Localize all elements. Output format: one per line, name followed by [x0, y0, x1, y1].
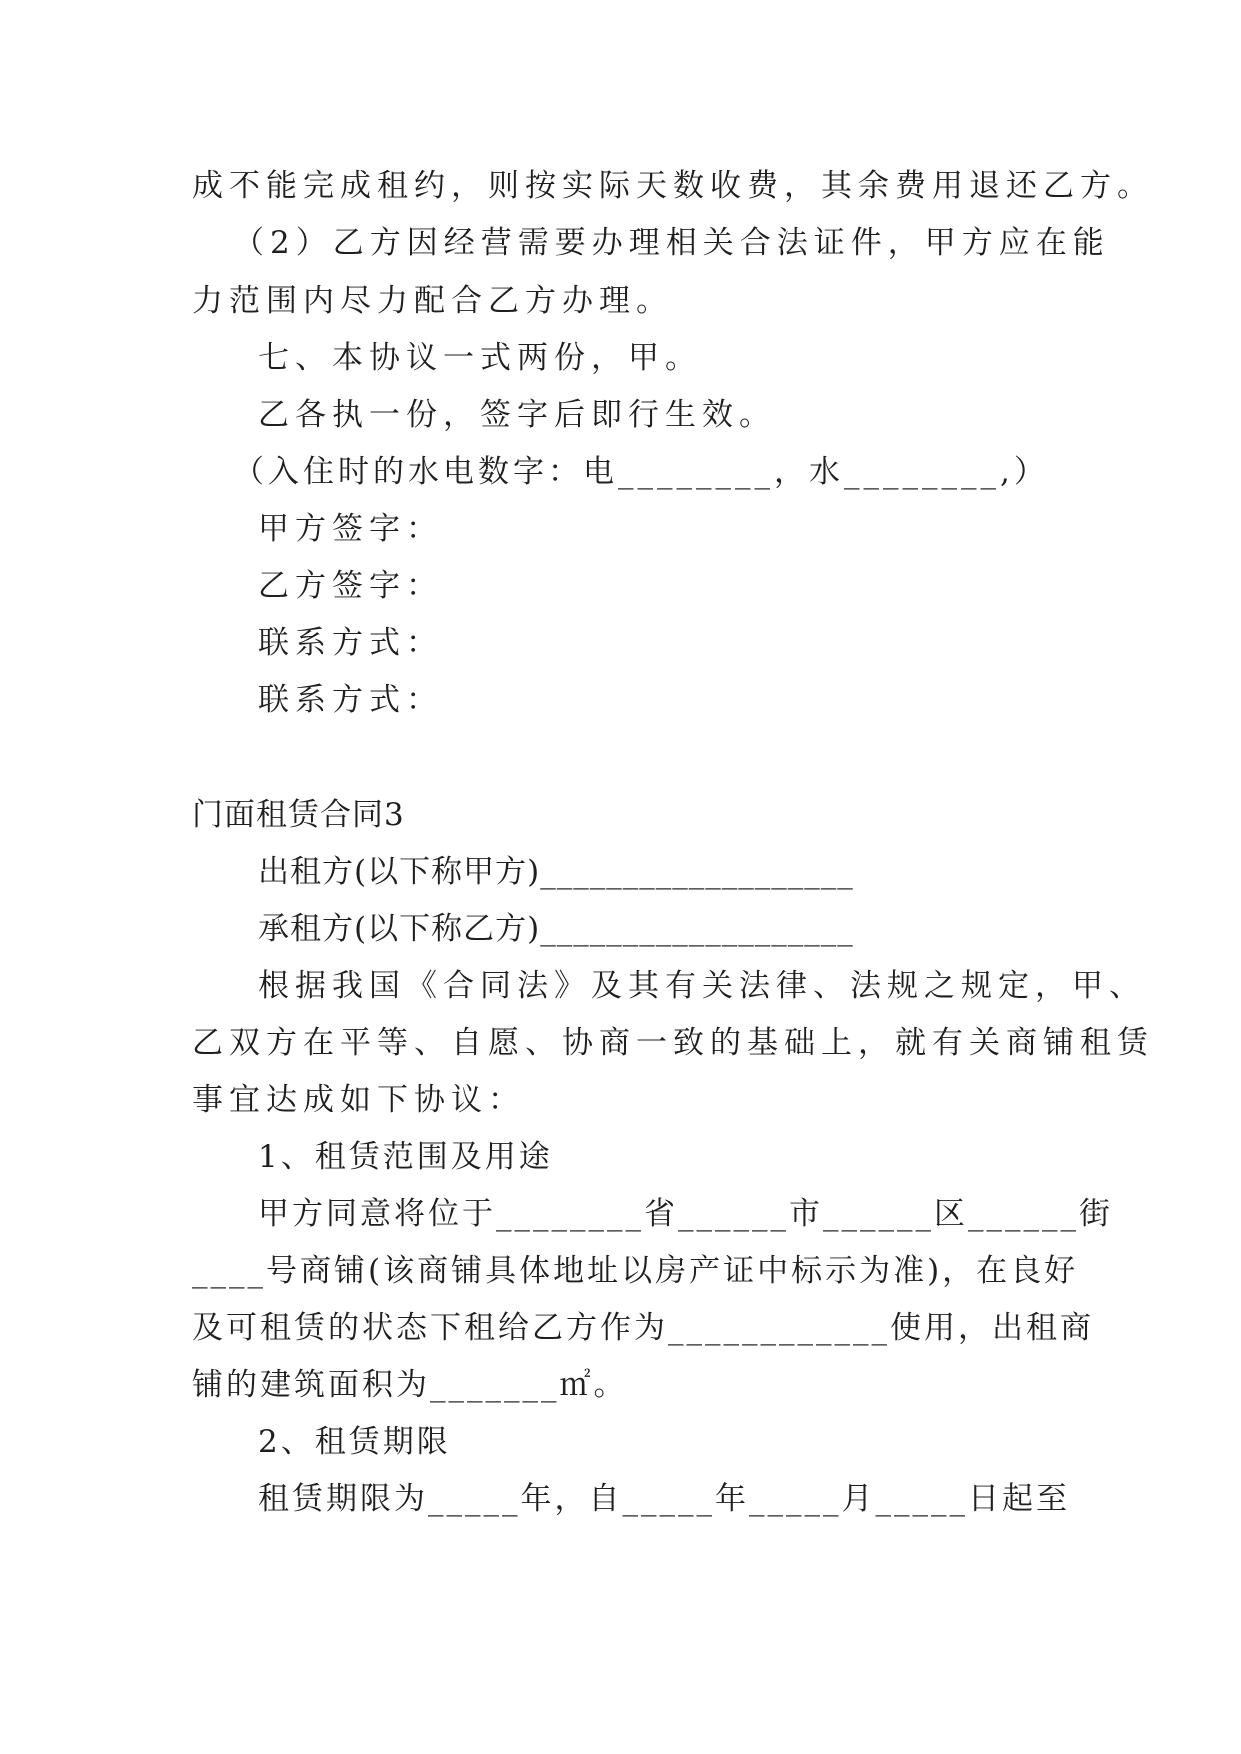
- paragraph-line: 乙各执一份，签字后即行生效。: [258, 397, 776, 433]
- paragraph-line: 铺的建筑面积为_______㎡。: [192, 1367, 628, 1403]
- party-b-signature-label: 乙方签字：: [258, 568, 443, 604]
- party-a-signature-label: 甲方签字：: [258, 511, 443, 547]
- paragraph-line: 甲方同意将位于________省______市______区______街: [258, 1196, 1113, 1232]
- contact-label: 联系方式：: [258, 682, 443, 718]
- paragraph-line: 力范围内尽力配合乙方办理。: [192, 283, 673, 319]
- paragraph-line: 乙双方在平等、自愿、协商一致的基础上，就有关商铺租赁: [192, 1025, 1154, 1061]
- lessee-line: 承租方(以下称乙方)___________________: [258, 911, 854, 947]
- paragraph-line: 及可租赁的状态下租给乙方作为____________使用，出租商: [192, 1310, 1094, 1346]
- clause-heading: 2、租赁期限: [258, 1424, 451, 1460]
- paragraph-line: 成不能完成租约，则按实际天数收费，其余费用退还乙方。: [192, 168, 1154, 204]
- paragraph-line: 七、本协议一式两份，甲。: [258, 340, 702, 376]
- paragraph-line: 租赁期限为_____年，自_____年_____月_____日起至: [258, 1481, 1070, 1517]
- section-title: 门面租赁合同3: [192, 797, 405, 833]
- paragraph-line: ____号商铺(该商铺具体地址以房产证中标示为准)，在良好: [192, 1253, 1079, 1289]
- paragraph-line: 根据我国《合同法》及其有关法律、法规之规定，甲、: [258, 968, 1146, 1004]
- paragraph-line: （2）乙方因经营需要办理相关合法证件，甲方应在能: [233, 225, 1110, 261]
- clause-heading: 1、租赁范围及用途: [258, 1139, 553, 1175]
- contact-label: 联系方式：: [258, 625, 443, 661]
- meter-reading-line: （入住时的水电数字：电________，水________,）: [233, 454, 1049, 490]
- paragraph-line: 事宜达成如下协议：: [192, 1082, 525, 1118]
- lessor-line: 出租方(以下称甲方)___________________: [258, 854, 854, 890]
